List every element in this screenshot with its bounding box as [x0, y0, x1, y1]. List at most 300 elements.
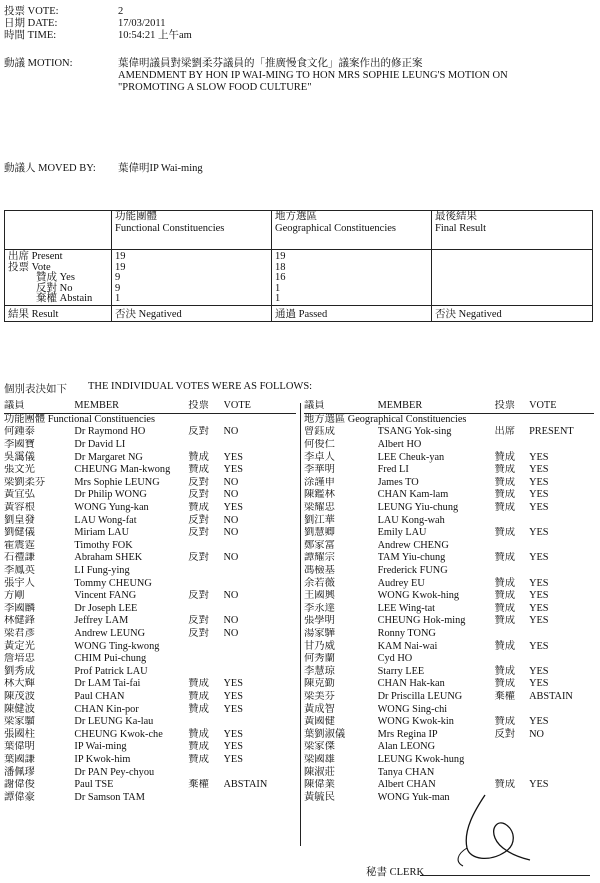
fc-vote-zh: 反對 — [188, 514, 209, 526]
gc-member-en: LEE Cheuk-yan — [377, 451, 445, 463]
gc-vote-en: PRESENT — [529, 426, 574, 438]
gc-vote-zh — [494, 653, 529, 666]
fc-row — [4, 451, 296, 464]
gc-row — [304, 640, 594, 653]
fc-row — [4, 741, 296, 754]
fc-member-en: LI Fung-ying — [74, 565, 130, 577]
label-no: 反對 No — [36, 282, 73, 294]
gc-col-vote-zh: 投票 — [494, 400, 529, 413]
gc-member-zh: 梁耀忠 — [304, 502, 335, 514]
gc-no: 1 — [275, 282, 281, 294]
gc-member-en: CHAN Hak-kan — [377, 678, 445, 690]
fc-member-en: CHEUNG Man-kwong — [74, 464, 171, 476]
motion-line-en-1: AMENDMENT BY HON IP WAI-MING TO HON MRS SOPHIE LEUNG'S MOTION ON — [118, 70, 508, 81]
fc-vote-zh — [188, 716, 223, 729]
gc-vote-zh: 贊成 — [494, 615, 516, 627]
gc-vote-zh — [494, 514, 529, 527]
fc-row — [4, 653, 296, 666]
fc-vote-en: YES — [223, 728, 243, 740]
fc-member-zh: 梁君彥 — [4, 627, 35, 639]
fc-vote-en: NO — [223, 590, 239, 602]
fc-member-zh: 石禮謙 — [4, 552, 35, 564]
fc-member-en: Timothy FOK — [74, 539, 133, 551]
gc-vote-en: YES — [529, 451, 549, 463]
fc-row — [4, 691, 296, 704]
fc-vote-zh: 贊成 — [188, 690, 209, 702]
gc-vote-en: YES — [529, 779, 549, 791]
fc-vote-en: NO — [223, 615, 239, 627]
fc-member-en: Dr LEUNG Ka-lau — [74, 716, 154, 728]
gc-vote-en: YES — [529, 590, 549, 602]
gc-row — [304, 716, 594, 729]
gc-row — [304, 552, 594, 565]
summary-corner — [5, 211, 112, 250]
fc-vote-zh: 贊成 — [188, 464, 209, 476]
fc-col-vote-en: VOTE — [224, 400, 297, 413]
gc-member-en: LAU Kong-wah — [377, 514, 445, 526]
gc-row — [304, 741, 594, 754]
fc-row — [4, 603, 296, 616]
gc-member-zh: 余若薇 — [304, 577, 335, 589]
gc-member-zh: 涂謹申 — [304, 476, 335, 488]
fc-vote-en: NO — [223, 514, 239, 526]
gc-yes: 16 — [275, 272, 286, 284]
gc-member-en: Starry LEE — [377, 665, 425, 677]
gc-member-zh: 曾鈺成 — [304, 426, 335, 438]
gc-member-zh: 王國興 — [304, 590, 335, 602]
label-yes: 贊成 Yes — [36, 272, 75, 284]
summary-gc-counts — [272, 250, 432, 306]
date-label: 日期 DATE: — [4, 18, 58, 29]
date-value: 17/03/2011 — [118, 18, 166, 29]
fc-vote-en: YES — [223, 451, 243, 463]
gc-member-en: LEUNG Yiu-chung — [377, 502, 459, 514]
fc-member-en: CHIM Pui-chung — [74, 653, 147, 665]
gc-vote-zh — [494, 766, 529, 779]
gc-vote-zh: 贊成 — [494, 464, 516, 476]
fc-row — [4, 628, 296, 641]
gc-row — [304, 527, 594, 540]
gc-vote-zh: 贊成 — [494, 665, 516, 677]
fc-member-zh: 詹培忠 — [4, 653, 35, 665]
fc-vote-zh: 贊成 — [188, 703, 209, 715]
fc-row — [4, 464, 296, 477]
time-label: 時間 TIME: — [4, 30, 57, 41]
gc-col-member-zh: 議員 — [304, 400, 378, 413]
gc-member-zh: 甘乃威 — [304, 640, 335, 652]
gc-vote: 18 — [275, 261, 286, 273]
fc-row — [4, 754, 296, 767]
gc-member-en: TAM Yiu-chung — [377, 552, 446, 564]
gc-row — [304, 451, 594, 464]
fc-member-en: LAU Wong-fat — [74, 514, 137, 526]
fc-result: 否決 Negatived — [112, 305, 272, 321]
gc-vote-en: YES — [529, 615, 549, 627]
gc-votes-table — [304, 400, 594, 804]
gc-row — [304, 653, 594, 666]
fc-member-zh: 李國麟 — [4, 602, 35, 614]
fc-vote-en: YES — [223, 753, 243, 765]
fc-member-en: Dr PAN Pey-chyou — [74, 766, 155, 778]
gc-row — [304, 489, 594, 502]
gc-vote-zh: 贊成 — [494, 489, 516, 501]
gc-vote-en — [529, 741, 594, 754]
gc-member-zh: 黃成智 — [304, 703, 335, 715]
fc-row — [4, 527, 296, 540]
gc-vote-zh: 棄權 — [494, 690, 516, 702]
fc-member-en: Dr Joseph LEE — [74, 602, 138, 614]
fc-col-vote-zh: 投票 — [188, 400, 223, 413]
fc-vote-en: NO — [223, 426, 239, 438]
gc-vote-en: ABSTAIN — [529, 690, 573, 702]
fc-member-zh: 張文光 — [4, 464, 35, 476]
gc-member-en: CHEUNG Hok-ming — [377, 615, 466, 627]
fc-member-zh: 葉偉明 — [4, 741, 35, 753]
fc-vote-zh — [188, 540, 223, 553]
gc-member-zh: 劉江華 — [304, 514, 335, 526]
clerk-signature — [445, 790, 535, 870]
fc-vote-en: ABSTAIN — [223, 779, 268, 791]
fc-member-zh: 謝偉俊 — [4, 779, 35, 791]
moved-by-value: 葉偉明IP Wai-ming — [118, 163, 203, 174]
fc-member-zh: 林大輝 — [4, 678, 35, 690]
fc-member-en: Paul CHAN — [74, 690, 125, 702]
fc-member-zh: 劉秀成 — [4, 665, 35, 677]
fc-member-en: WONG Ting-kwong — [74, 640, 160, 652]
fc-row — [4, 779, 296, 792]
gc-vote-en — [529, 565, 594, 578]
fc-member-zh: 張國柱 — [4, 728, 35, 740]
summary-head-fc-en: Functional Constituencies — [115, 223, 225, 234]
gc-member-zh: 梁美芬 — [304, 690, 335, 702]
fc-member-zh: 方剛 — [4, 590, 25, 602]
fc-row — [4, 590, 296, 603]
motion-label: 動議 MOTION: — [4, 58, 73, 69]
fc-member-zh: 何鍾泰 — [4, 426, 35, 438]
gc-vote-en: YES — [529, 678, 549, 690]
fc-vote-zh — [188, 665, 223, 678]
fc-vote-zh — [188, 565, 223, 578]
fc-member-zh: 劉皇發 — [4, 514, 35, 526]
summary-head-final-en: Final Result — [435, 223, 487, 234]
fc-vote-en — [224, 577, 297, 590]
result-label: 結果 Result — [5, 305, 112, 321]
fc-member-en: Abraham SHEK — [74, 552, 143, 564]
fc-vote-zh — [188, 766, 223, 779]
gc-row — [304, 603, 594, 616]
gc-member-en: Dr Priscilla LEUNG — [377, 690, 463, 702]
fc-row — [4, 577, 296, 590]
fc-row — [4, 716, 296, 729]
fc-member-en: Tommy CHEUNG — [74, 577, 152, 589]
fc-vote-en: NO — [223, 527, 239, 539]
gc-member-zh: 何俊仁 — [304, 439, 335, 451]
fc-member-en: Mrs Sophie LEUNG — [74, 476, 160, 488]
gc-member-zh: 葉劉淑儀 — [304, 728, 346, 740]
vote-value: 2 — [118, 6, 124, 17]
summary-head-fc-zh: 功能團體 — [115, 211, 157, 222]
gc-row — [304, 477, 594, 490]
fc-col-member-en: MEMBER — [74, 400, 188, 413]
fc-yes: 9 — [115, 272, 121, 284]
fc-row — [4, 477, 296, 490]
summary-head-fc — [112, 211, 272, 250]
fc-member-en: Paul TSE — [74, 779, 114, 791]
gc-member-en: Cyd HO — [377, 653, 413, 665]
fc-member-en: Miriam LAU — [74, 527, 130, 539]
gc-row — [304, 590, 594, 603]
fc-member-en: Dr David LI — [74, 439, 126, 451]
gc-vote-zh: 反對 — [494, 728, 516, 740]
gc-vote-en — [529, 514, 594, 527]
gc-member-en: Andrew CHENG — [377, 539, 449, 551]
fc-vote-zh — [188, 577, 223, 590]
fc-vote-zh — [188, 439, 223, 452]
gc-col-member-en: MEMBER — [378, 400, 495, 413]
gc-vote-zh — [494, 540, 529, 553]
gc-row — [304, 439, 594, 452]
time-value: 10:54:21 上午am — [118, 30, 192, 41]
fc-vote-zh: 反對 — [188, 489, 209, 501]
fc-row — [4, 640, 296, 653]
gc-vote-en: YES — [529, 716, 549, 728]
gc-row — [304, 426, 594, 439]
fc-votes-body — [4, 426, 296, 804]
fc-vote-en: YES — [223, 703, 243, 715]
gc-member-zh: 黃國健 — [304, 716, 335, 728]
gc-member-zh: 梁家傑 — [304, 741, 335, 753]
fc-member-en: Andrew LEUNG — [74, 627, 146, 639]
gc-member-zh: 何秀蘭 — [304, 653, 335, 665]
fc-row — [4, 615, 296, 628]
fc-vote-en — [224, 665, 297, 678]
gc-vote-zh: 贊成 — [494, 678, 516, 690]
individual-intro-en: THE INDIVIDUAL VOTES WERE AS FOLLOWS: — [88, 381, 313, 392]
gc-row — [304, 728, 594, 741]
gc-member-zh: 李華明 — [304, 464, 335, 476]
fc-vote-zh: 贊成 — [188, 753, 209, 765]
fc-row — [4, 426, 296, 439]
fc-vote-zh — [188, 791, 223, 804]
fc-member-en: Prof Patrick LAU — [74, 665, 148, 677]
fc-row — [4, 728, 296, 741]
fc-vote-zh: 贊成 — [188, 678, 209, 690]
gc-member-en: LEUNG Kwok-hung — [377, 753, 465, 765]
fc-vote-zh: 贊成 — [188, 502, 209, 514]
fc-member-zh: 黃容根 — [4, 502, 35, 514]
fc-vote-zh: 棄權 — [188, 779, 209, 791]
fc-member-zh: 陳健波 — [4, 703, 35, 715]
gc-present: 19 — [275, 251, 286, 262]
gc-vote-zh: 贊成 — [494, 552, 516, 564]
gc-row — [304, 464, 594, 477]
fc-abstain: 1 — [115, 293, 121, 305]
fc-vote-en — [224, 640, 297, 653]
fc-vote-zh: 反對 — [188, 527, 209, 539]
gc-member-en: Tanya CHAN — [377, 766, 435, 778]
gc-member-zh: 馮檢基 — [304, 565, 335, 577]
gc-vote-en — [529, 628, 594, 641]
label-present: 出席 Present — [8, 251, 63, 262]
gc-vote-en — [529, 439, 594, 452]
gc-row — [304, 615, 594, 628]
clerk-label: 秘書 CLERK — [366, 867, 425, 878]
fc-vote-zh: 反對 — [188, 426, 209, 438]
gc-row — [304, 628, 594, 641]
summary-head-gc-zh: 地方選區 — [275, 211, 317, 222]
gc-member-zh: 鄭家富 — [304, 539, 335, 551]
gc-row — [304, 678, 594, 691]
gc-member-en: Emily LAU — [377, 527, 427, 539]
gc-vote-en: YES — [529, 489, 549, 501]
fc-vote-zh: 贊成 — [188, 741, 209, 753]
fc-vote-en: YES — [223, 678, 243, 690]
gc-member-en: Audrey EU — [377, 577, 425, 589]
motion-line-en-2: "PROMOTING A SLOW FOOD CULTURE" — [118, 82, 312, 93]
gc-vote-en: YES — [529, 602, 549, 614]
gc-member-zh: 湯家驊 — [304, 627, 335, 639]
gc-member-en: WONG Kwok-kin — [377, 716, 454, 728]
fc-member-en: IP Kwok-him — [74, 753, 131, 765]
gc-vote-en — [529, 540, 594, 553]
gc-member-en: TSANG Yok-sing — [377, 426, 452, 438]
fc-vote-en: NO — [223, 489, 239, 501]
fc-member-en: Vincent FANG — [74, 590, 137, 602]
fc-vote-zh: 反對 — [188, 552, 209, 564]
gc-vote-en: YES — [529, 552, 549, 564]
fc-vote-en — [224, 766, 297, 779]
fc-member-zh: 潘佩璆 — [4, 766, 35, 778]
fc-member-en: Dr Samson TAM — [74, 791, 145, 803]
fc-row — [4, 791, 296, 804]
label-vote: 投票 Vote — [8, 261, 51, 273]
gc-vote-zh: 贊成 — [494, 716, 516, 728]
fc-vote-en — [224, 716, 297, 729]
gc-vote-zh: 出席 — [494, 426, 516, 438]
gc-member-en: WONG Kwok-hing — [377, 590, 460, 602]
fc-vote-en — [224, 439, 297, 452]
summary-head-final-zh: 最後結果 — [435, 211, 477, 222]
summary-row-labels — [5, 250, 112, 306]
fc-member-en: WONG Yung-kan — [74, 502, 149, 514]
fc-vote-en — [224, 603, 297, 616]
gc-vote-zh — [494, 754, 529, 767]
gc-member-zh: 張學明 — [304, 615, 335, 627]
motion-line-zh: 葉偉明議員對梁劉柔芬議員的「推廣慢食文化」議案作出的修正案 — [118, 58, 423, 69]
fc-row — [4, 514, 296, 527]
gc-vote-en — [529, 791, 594, 804]
gc-member-zh: 陳克勤 — [304, 678, 335, 690]
gc-vote-en: YES — [529, 502, 549, 514]
gc-vote-zh — [494, 741, 529, 754]
gc-vote-en — [529, 653, 594, 666]
gc-row — [304, 577, 594, 590]
summary-table — [4, 210, 593, 322]
fc-member-zh: 霍震霆 — [4, 539, 35, 551]
gc-vote-zh: 贊成 — [494, 602, 516, 614]
fc-row — [4, 439, 296, 452]
gc-vote-zh: 贊成 — [494, 502, 516, 514]
gc-member-zh: 梁國雄 — [304, 753, 335, 765]
gc-vote-en: YES — [529, 527, 549, 539]
gc-row — [304, 565, 594, 578]
moved-by-label: 動議人 MOVED BY: — [4, 163, 96, 174]
gc-section-title: 地方選區 Geographical Constituencies — [304, 413, 467, 425]
fc-row — [4, 540, 296, 553]
fc-row — [4, 502, 296, 515]
gc-vote-en: YES — [529, 464, 549, 476]
fc-vote-zh — [188, 640, 223, 653]
fc-member-zh: 梁家騮 — [4, 716, 35, 728]
fc-vote-en: YES — [223, 741, 243, 753]
fc-member-en: IP Wai-ming — [74, 741, 127, 753]
fc-vote-en: YES — [223, 464, 243, 476]
gc-member-zh: 李永達 — [304, 602, 335, 614]
fc-member-zh: 譚偉豪 — [4, 791, 35, 803]
gc-vote-en: YES — [529, 577, 549, 589]
fc-vote-en — [224, 540, 297, 553]
summary-head-gc — [272, 211, 432, 250]
fc-vote-zh: 反對 — [188, 615, 209, 627]
final-result: 否決 Negatived — [432, 305, 593, 321]
summary-head-final — [432, 211, 593, 250]
gc-vote-zh — [494, 565, 529, 578]
fc-row — [4, 565, 296, 578]
fc-member-zh: 梁劉柔芬 — [4, 476, 46, 488]
gc-col-vote-en: VOTE — [529, 400, 594, 413]
fc-vote-en: YES — [223, 502, 243, 514]
clerk-signature-line — [420, 875, 590, 876]
fc-vote-zh: 反對 — [188, 476, 209, 488]
fc-member-en: Dr LAM Tai-fai — [74, 678, 141, 690]
fc-member-en: Jeffrey LAM — [74, 615, 129, 627]
gc-member-en: Ronny TONG — [377, 627, 436, 639]
fc-section-title: 功能團體 Functional Constituencies — [4, 413, 156, 425]
gc-vote-zh: 贊成 — [494, 640, 516, 652]
fc-member-zh: 劉健儀 — [4, 527, 35, 539]
gc-vote-en — [529, 754, 594, 767]
fc-vote-zh: 贊成 — [188, 728, 209, 740]
fc-present: 19 — [115, 251, 126, 262]
fc-vote-zh: 反對 — [188, 627, 209, 639]
fc-member-zh: 林健鋒 — [4, 615, 35, 627]
gc-row — [304, 754, 594, 767]
fc-member-zh: 黃宜弘 — [4, 489, 35, 501]
fc-vote-zh — [188, 653, 223, 666]
gc-member-en: Mrs Regina IP — [377, 728, 438, 740]
individual-intro-zh: 個別表決如下 — [4, 384, 67, 395]
fc-member-zh: 李鳳英 — [4, 565, 35, 577]
gc-member-zh: 李慧琼 — [304, 665, 335, 677]
fc-member-zh: 李國寶 — [4, 439, 35, 451]
gc-member-en: KAM Nai-wai — [377, 640, 438, 652]
fc-vote-en — [224, 565, 297, 578]
fc-row — [4, 678, 296, 691]
gc-member-en: WONG Sing-chi — [377, 703, 448, 715]
fc-vote-en — [224, 791, 297, 804]
gc-vote-en: NO — [529, 728, 544, 740]
gc-vote-zh: 贊成 — [494, 590, 516, 602]
fc-no: 9 — [115, 282, 121, 294]
gc-member-zh: 劉慧卿 — [304, 527, 335, 539]
gc-vote-en: YES — [529, 476, 549, 488]
fc-member-zh: 葉國謙 — [4, 753, 35, 765]
fc-member-en: CHAN Kin-por — [74, 703, 139, 715]
fc-vote-en: NO — [223, 552, 239, 564]
fc-vote-en: YES — [223, 690, 243, 702]
fc-member-en: CHEUNG Kwok-che — [74, 728, 163, 740]
gc-member-en: Frederick FUNG — [377, 565, 448, 577]
